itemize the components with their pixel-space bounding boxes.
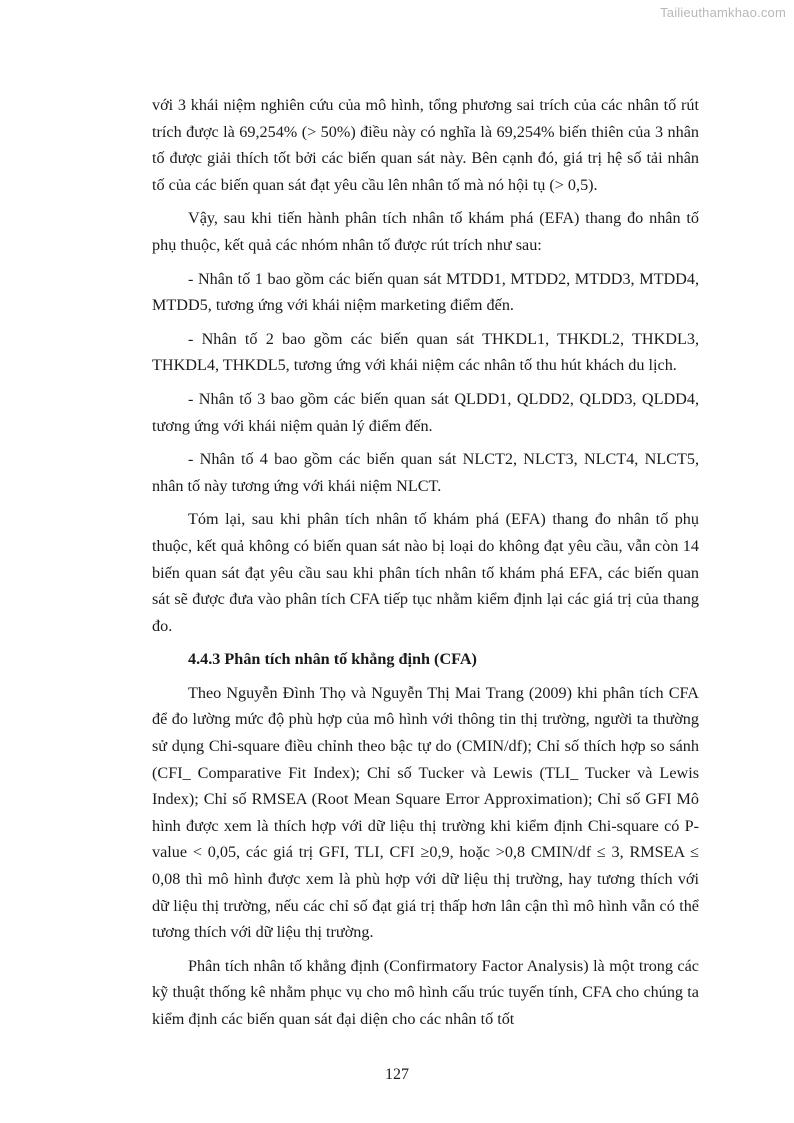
paragraph-summary: Tóm lại, sau khi phân tích nhân tố khám phá (EFA) thang đo nhân tố phụ thuộc, kết quả không có biến quan sát nào bị loại do không đạt yêu cầu, vẫn còn 14 biến quan sát đạt yêu cầu sau khi phân tích nhân tố khám phá EFA, các biến quan sát sẽ được đưa vào phân tích CFA tiếp tục nhằm kiểm định lại các giá trị của thang đo. xyxy=(152,510,699,635)
list-item-factor-4: - Nhân tố 4 bao gồm các biến quan sát NLCT2, NLCT3, NLCT4, NLCT5, nhân tố này tương ứng với khái niệm NLCT. xyxy=(152,450,699,495)
document-body xyxy=(152,92,699,1040)
paragraph-cfa-criteria: Theo Nguyễn Đình Thọ và Nguyễn Thị Mai Trang (2009) khi phân tích CFA để đo lường mức độ phù hợp của mô hình với thông tin thị trường, người ta thường sử dụng Chi-square điều chỉnh theo bậc tự do (CMIN/df); Chỉ số thích hợp so sánh (CFI_ Comparative Fit Index); Chỉ số Tucker và Lewis (TLI_ Tucker và Lewis Index); Chỉ số RMSEA (Root Mean Square Error Approximation); Chỉ số GFI Mô hình được xem là thích hợp với dữ liệu thị trường khi kiểm định Chi-square có P-value < 0,05, các giá trị GFI, TLI, CFI ≥0,9, hoặc >0,8 CMIN/df ≤ 3, RMSEA ≤ 0,08 thì mô hình được xem là phù hợp với dữ liệu thị trường, hay tương thích với dữ liệu thị trường, nếu các chỉ số đạt giá trị thấp hơn lân cận thì mô hình vẫn có thể tương thích với dữ liệu thị trường. xyxy=(152,683,699,942)
paragraph-1: với 3 khái niệm nghiên cứu của mô hình, tổng phương sai trích của các nhân tố rút trích được là 69,254% (> 50%) điều này có nghĩa là 69,254% biến thiên của 3 nhân tố được giải thích tốt bởi các biến quan sát này. Bên cạnh đó, giá trị hệ số tải nhân tố của các biến quan sát đạt yêu cầu lên nhân tố mà nó hội tụ (> 0,5). xyxy=(152,96,699,194)
paragraph-cfa-definition: Phân tích nhân tố khẳng định (Confirmatory Factor Analysis) là một trong các kỹ thuật thống kê nhằm phục vụ cho mô hình cấu trúc tuyến tính, CFA cho chúng ta kiểm định các biến quan sát đại diện cho các nhân tố tốt xyxy=(152,956,699,1028)
watermark: Tailieuthamkhao.com xyxy=(660,5,786,20)
list-item-factor-3: - Nhân tố 3 bao gồm các biến quan sát QLDD1, QLDD2, QLDD3, QLDD4, tương ứng với khái niệm quản lý điểm đến. xyxy=(152,389,699,435)
list-item-factor-2: - Nhân tố 2 bao gồm các biến quan sát THKDL1, THKDL2, THKDL3, THKDL4, THKDL5, tương ứng với khái niệm các nhân tố thu hút khách du lịch. xyxy=(152,329,699,375)
page-number: 127 xyxy=(385,1066,409,1083)
section-heading: 4.4.3 Phân tích nhân tố khẳng định (CFA) xyxy=(188,650,477,669)
list-item-factor-1: - Nhân tố 1 bao gồm các biến quan sát MTDD1, MTDD2, MTDD3, MTDD4, MTDD5, tương ứng với khái niệm marketing điểm đến. xyxy=(152,269,699,315)
paragraph-2: Vậy, sau khi tiến hành phân tích nhân tố khám phá (EFA) thang đo nhân tố phụ thuộc, kết quả các nhóm nhân tố được rút trích như sau: xyxy=(152,209,699,254)
